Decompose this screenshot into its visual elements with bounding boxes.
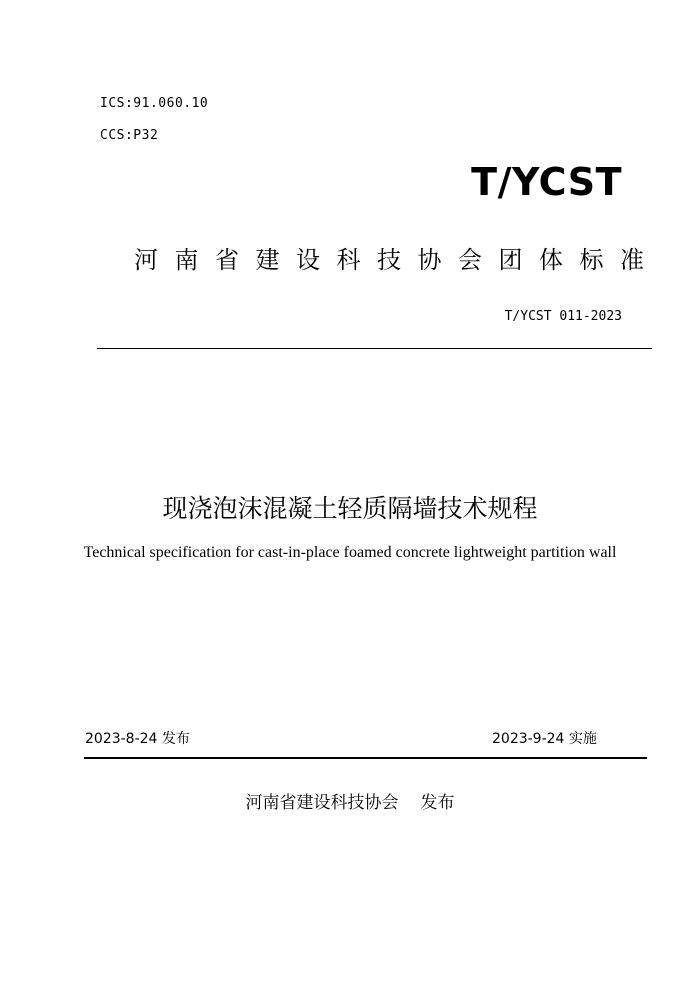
publisher-line [0,788,700,813]
top-divider [97,348,652,349]
standard-code: T/YCST [471,160,622,204]
implementation-date: 2023-9-24 实施 [492,731,597,747]
publisher-org: 河南省建设科技协会 [245,793,399,813]
standard-number: T/YCST 011-2023 [504,309,622,324]
title-chinese: 现浇泡沫混凝土轻质隔墙技术规程 [162,494,538,523]
bottom-divider [84,757,647,759]
ics-code: ICS:91.060.10 [100,96,209,111]
publisher-action: 发布 [420,793,455,813]
title-english: Technical specification for cast-in-place foamed concrete lightweight partition wall [83,544,617,561]
ccs-code: CCS:P32 [100,128,159,143]
org-standard-heading: 河南省建设科技协会团体标准 [134,246,661,274]
issue-date: 2023-8-24 发布 [85,731,190,747]
